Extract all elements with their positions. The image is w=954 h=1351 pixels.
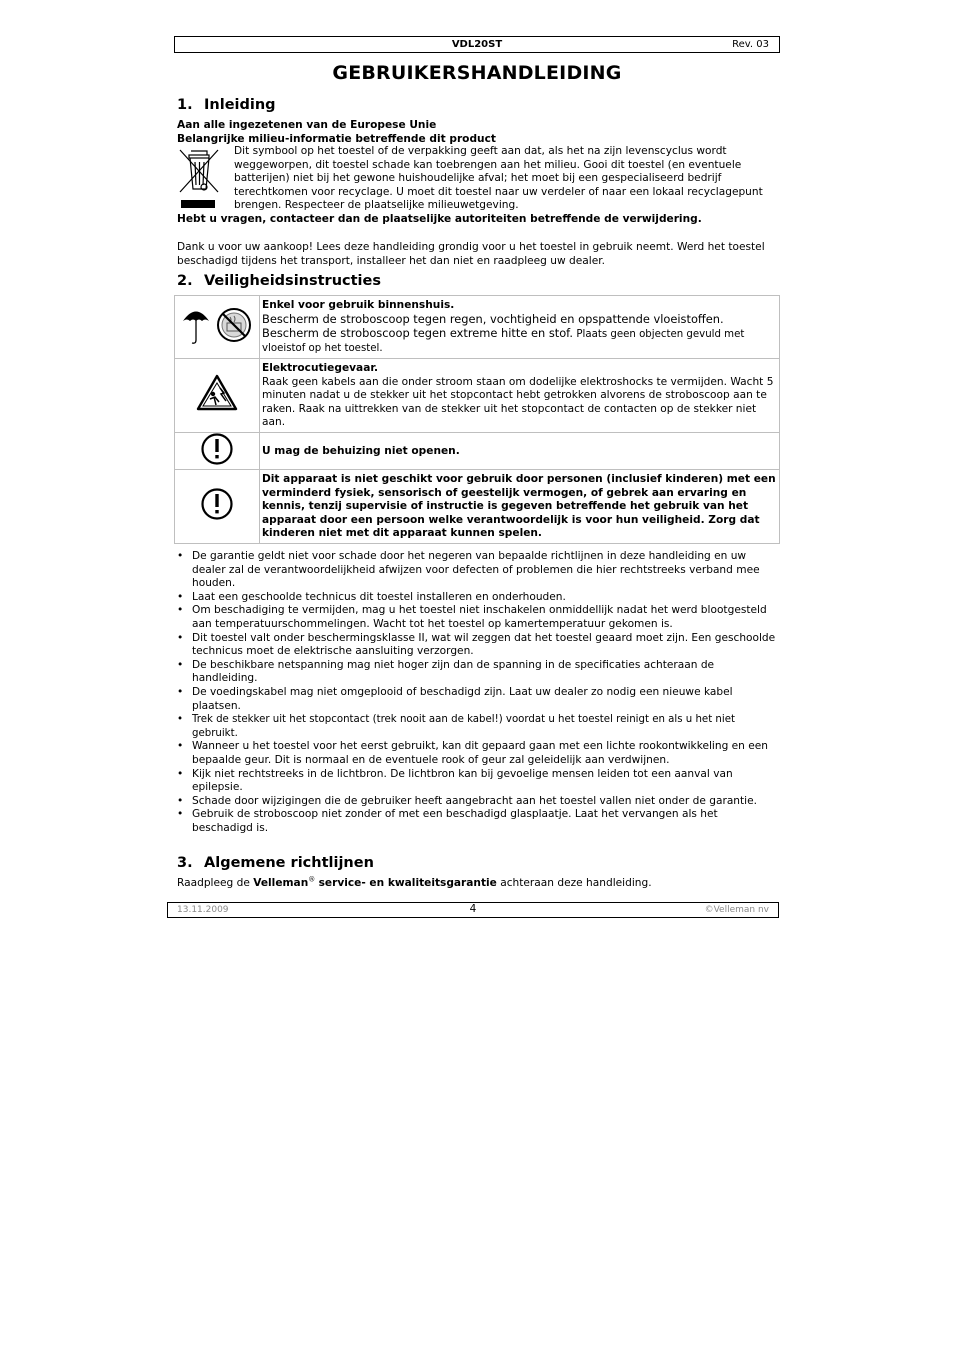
safety-title: Enkel voor gebruik binnenshuis.: [262, 299, 455, 311]
section-title: Veiligheidsinstructies: [204, 273, 381, 289]
safety-text-cell: [260, 296, 780, 359]
list-item: • Schade door wijzigingen die de gebruiker heeft aangebracht aan het toestel vallen niet onder de garantie.: [174, 795, 780, 809]
disposal-questions: Hebt u vragen, contacteer dan de plaatselijke autoriteiten betreffende de verwijdering.: [177, 213, 702, 225]
thanks-paragraph: Dank u voor uw aankoop! Lees deze handleiding grondig voor u het toestel in gebruik neemt. Werd het toestel beschadigd tijdens het transport, installeer het dan niet en raadpleeg uw dealer.: [177, 241, 765, 267]
safety-icon-cell: [175, 296, 260, 359]
eu-residents-line: Aan alle ingezetenen van de Europese Unie: [177, 119, 437, 131]
list-item: • Trek de stekker uit het stopcontact (trek nooit aan de kabel!) voordat u het toestel reinigt en als u het niet gebruikt.: [174, 713, 780, 740]
section-number: 1.: [177, 97, 193, 113]
list-item: • Wanneer u het toestel voor het eerst gebruikt, kan dit gepaard gaan met een lichte rookontwikkeling en een bepaalde geur. Dit is normaal en de eventuele rook of geur zal geleidelijk aan verdwijnen.: [174, 740, 780, 767]
exclamation-icon: [200, 433, 234, 465]
exclamation-icon: [200, 488, 234, 520]
safety-row: [175, 432, 780, 470]
guidelines-prefix: Raadpleeg de: [177, 877, 250, 889]
list-item: • Dit toestel valt onder beschermingsklasse II, wat wil zeggen dat het toestel geaard moet zijn. Een geschoolde technicus moet de elektrische aansluiting verzorgen.: [174, 632, 780, 659]
safety-icon-cell: [175, 359, 260, 433]
safety-title: Elektrocutiegevaar.: [262, 362, 379, 374]
revision-label: Rev. 03: [732, 39, 769, 50]
environment-info-line: Belangrijke milieu-informatie betreffende dit product: [177, 133, 496, 145]
safety-text: Raak geen kabels aan die onder stroom staan om dodelijke elektroshocks te vermijden. Wacht 5 minuten nadat u de stekker uit het stopcontact hebt getrokken alvorens de stroboscoop aan te raken. Raak na uittrekken van de stekker uit het stopcontact de contacten op de stekker niet aan.: [262, 375, 774, 428]
safety-text-cell: [260, 470, 780, 544]
section-heading-veiligheid: [177, 273, 381, 289]
safety-row: [175, 470, 780, 544]
environment-text: Dit symbool op het toestel of de verpakking geeft aan dat, als het na zijn levenscyclus wordt weggeworpen, dit toestel schade kan toebrengen aan het milieu. Gooi dit toestel (en eventuele batterijen) niet bij het gewone huishoudelijke afval; het moet bij een gespecialiseerd bedrijf terechtkomen voor recyclage. U moet dit toestel naar uw verdeler of naar een lokaal recyclagepunt brengen. Respecteer de plaatselijke milieuwetgeving.: [234, 145, 763, 211]
list-item: • Om beschadiging te vermijden, mag u het toestel niet inschakelen onmiddellijk nadat het werd blootgesteld aan temperatuurschommelingen. Wacht tot het toestel op kamertemperatuur gekomen is.: [174, 604, 780, 631]
list-item: • De garantie geldt niet voor schade door het negeren van bepaalde richtlijnen in deze handleiding en uw dealer zal de verantwoordelijkheid afwijzen voor defecten of problemen die hier rechtstreeks verband mee houden.: [174, 550, 780, 591]
model-number: VDL20ST: [451, 39, 503, 50]
list-item: • De voedingskabel mag niet omgeplooid of beschadigd zijn. Laat uw dealer zo nodig een nieuwe kabel plaatsen.: [174, 686, 780, 713]
safety-title: Dit apparaat is niet geschikt voor gebruik door personen (inclusief kinderen) met een verminderd fysiek, sensorisch of geestelijk vermogen, of gebrek aan ervaring en kennis, tenzij supervisie of instructie is gegeven betreffende het gebruik van het apparaat door een persoon welke verantwoordelijk is voor hun veiligheid. Zorg dat kinderen niet met dit apparaat kunnen spelen.: [262, 473, 776, 539]
brand-name: Velleman: [253, 877, 309, 889]
safety-text-cell: [260, 359, 780, 433]
safety-icon-cell: [175, 470, 260, 544]
safety-row: [175, 359, 780, 433]
umbrella-no-liquid-icon: [179, 303, 255, 347]
safety-icon-cell: [175, 432, 260, 470]
weee-bin-icon: [178, 147, 222, 209]
list-item: • Kijk niet rechtstreeks in de lichtbron. De lichtbron kan bij gevoelige mensen leiden tot een aanval van epilepsie.: [174, 768, 780, 795]
section-heading-algemeen: [177, 855, 374, 871]
safety-table: [174, 295, 780, 544]
section-title: Algemene richtlijnen: [204, 855, 374, 871]
guidelines-suffix: achteraan deze handleiding.: [500, 877, 652, 889]
footer-copyright: ©Velleman nv: [704, 905, 769, 915]
list-item: • Laat een geschoolde technicus dit toestel installeren en onderhouden.: [174, 591, 780, 605]
page-number: 4: [469, 903, 477, 915]
warranty-name: service- en kwaliteitsgarantie: [318, 877, 497, 889]
safety-text-cell: [260, 432, 780, 470]
section-heading-inleiding: [177, 97, 276, 113]
safety-text: Bescherm de stroboscoop tegen regen, vochtigheid en opspattende vloeistoffen. Bescherm de stroboscoop tegen extreme hitte en stof.: [262, 311, 724, 340]
list-item: • Gebruik de stroboscoop niet zonder of met een beschadigd glasplaatje. Laat het vervangen als het beschadigd is.: [174, 808, 780, 835]
page-title: GEBRUIKERSHANDLEIDING: [332, 62, 622, 84]
safety-title: U mag de behuizing niet openen.: [262, 444, 460, 457]
page-footer: [167, 902, 779, 918]
section-number: 2.: [177, 273, 193, 289]
section-number: 3.: [177, 855, 193, 871]
footer-date: 13.11.2009: [177, 905, 229, 915]
registered-mark: ®: [308, 875, 316, 884]
page-header: [174, 36, 780, 53]
list-item: • De beschikbare netspanning mag niet hoger zijn dan de spanning in de specificaties achteraan de handleiding.: [174, 659, 780, 686]
section-title: Inleiding: [204, 97, 276, 113]
general-guidelines-text: [177, 877, 652, 891]
safety-text-small: Plaats geen objecten gevuld met vloeistof op het toestel.: [262, 329, 745, 354]
safety-bullet-list: [174, 550, 780, 835]
safety-row: [175, 296, 780, 359]
electrocution-warning-icon: [195, 373, 239, 413]
